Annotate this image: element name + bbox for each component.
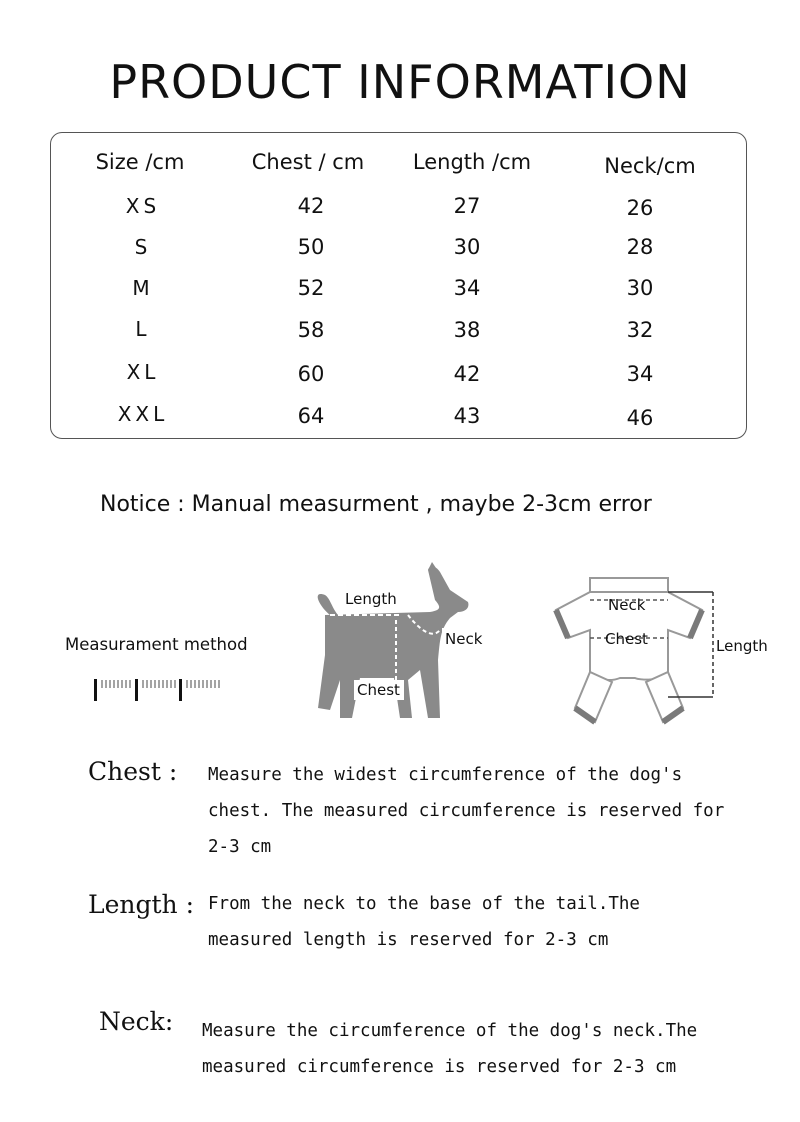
dog-measurement-diagram bbox=[290, 560, 490, 734]
tape-measure-icon bbox=[92, 676, 227, 708]
dog-length-label: Length bbox=[345, 590, 397, 608]
chest-term: Chest : bbox=[88, 757, 178, 786]
neck-cell: 30 bbox=[626, 276, 654, 300]
garment-length-label: Length bbox=[716, 637, 768, 655]
garment-chest-label: Chest bbox=[605, 630, 648, 648]
neck-term: Neck: bbox=[99, 1007, 174, 1036]
size-cell: XXL bbox=[117, 402, 169, 426]
column-header-neck: Neck/cm bbox=[604, 154, 696, 178]
length-cell: 42 bbox=[453, 362, 481, 386]
neck-description: Measure the circumference of the dog's neck.The measured circumference is reserved for 2-3 cm bbox=[202, 1021, 698, 1077]
size-cell: XL bbox=[126, 360, 160, 384]
chest-cell: 60 bbox=[297, 362, 325, 386]
length-cell: 38 bbox=[453, 318, 481, 342]
notice-text: Notice : Manual measurment , maybe 2-3cm error bbox=[100, 492, 652, 517]
length-description: From the neck to the base of the tail.The measured length is reserved for 2-3 cm bbox=[208, 894, 640, 950]
neck-cell: 26 bbox=[626, 196, 654, 220]
size-cell: XS bbox=[125, 194, 161, 218]
column-header-size: Size /cm bbox=[95, 150, 185, 174]
length-cell: 30 bbox=[453, 235, 481, 259]
size-cell: M bbox=[132, 276, 154, 300]
measurement-method-label: Measurament method bbox=[65, 635, 248, 654]
dog-chest-label: Chest bbox=[357, 681, 400, 699]
size-cell: L bbox=[135, 317, 151, 341]
neck-cell: 34 bbox=[626, 362, 654, 386]
chest-cell: 50 bbox=[297, 235, 325, 259]
chest-cell: 58 bbox=[297, 318, 325, 342]
length-term: Length : bbox=[88, 890, 195, 919]
dog-neck-label: Neck bbox=[445, 630, 483, 648]
column-header-length: Length /cm bbox=[412, 150, 532, 174]
length-cell: 27 bbox=[453, 194, 481, 218]
size-cell: S bbox=[134, 235, 152, 259]
page-title: PRODUCT INFORMATION bbox=[109, 55, 691, 109]
length-cell: 43 bbox=[453, 404, 481, 428]
neck-cell: 32 bbox=[626, 318, 654, 342]
chest-cell: 52 bbox=[297, 276, 325, 300]
length-cell: 34 bbox=[453, 276, 481, 300]
neck-cell: 28 bbox=[626, 235, 654, 259]
chest-cell: 42 bbox=[297, 194, 325, 218]
garment-measurement-diagram bbox=[550, 570, 790, 734]
chest-cell: 64 bbox=[297, 404, 325, 428]
chest-description: Measure the widest circumference of the dog's chest. The measured circumference is reserved for 2-3 cm bbox=[208, 765, 725, 857]
column-header-chest: Chest / cm bbox=[251, 150, 365, 174]
neck-cell: 46 bbox=[626, 406, 654, 430]
garment-neck-label: Neck bbox=[608, 596, 646, 614]
